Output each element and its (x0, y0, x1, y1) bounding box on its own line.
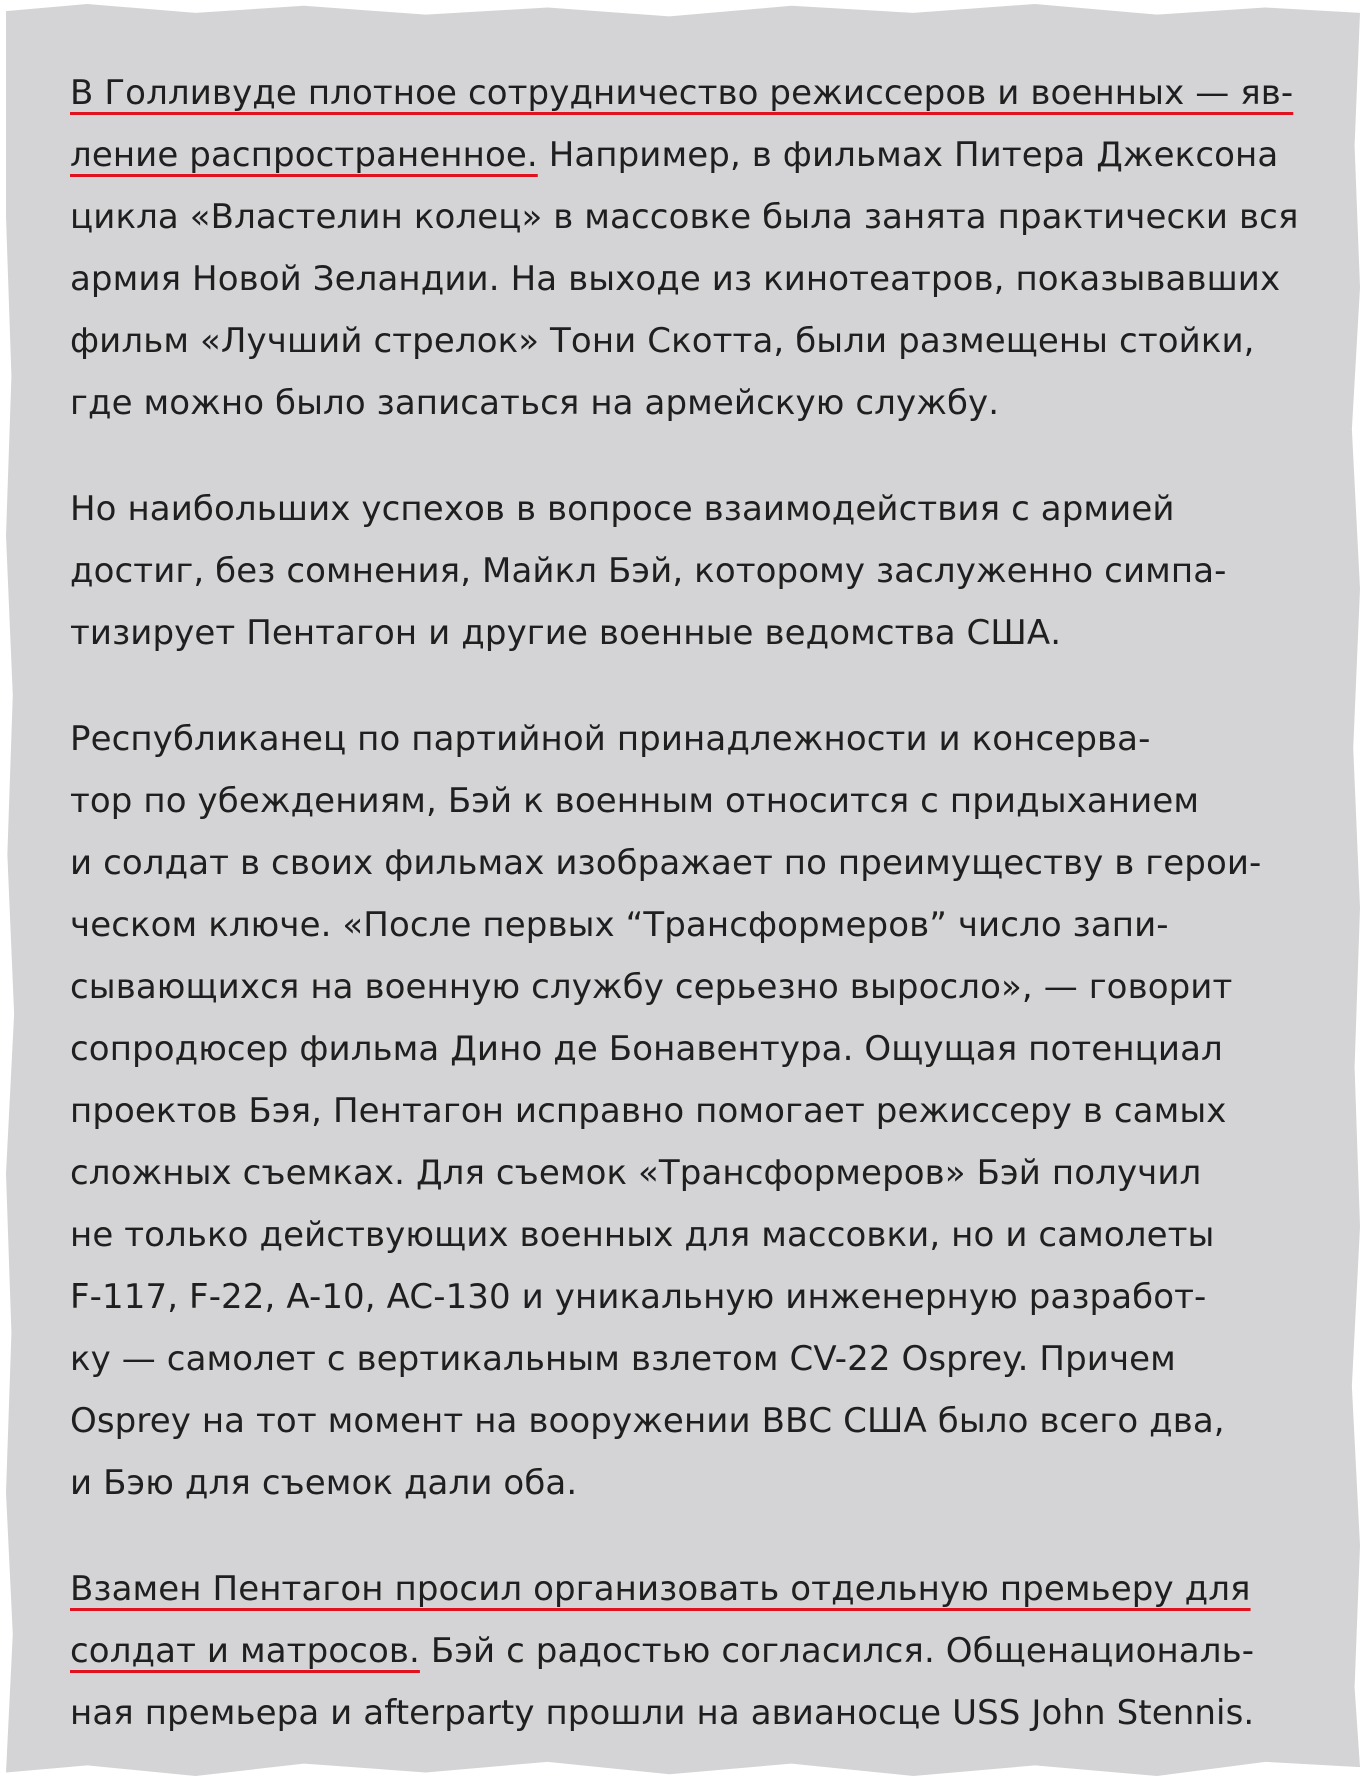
article-text (70, 62, 1310, 1744)
text-line: тор по убеждениям, Бэй к военным относится с придыханием (70, 781, 1200, 821)
text-line: проектов Бэя, Пентагон исправно помогает режиссеру в самых (70, 1091, 1227, 1131)
text-line: тизирует Пентагон и другие военные ведомства США. (70, 613, 1062, 653)
text-line: ление распространенное. Например, в фильмах Питера Джексона (70, 135, 1279, 175)
text-line: сложных съемках. Для съемок «Трансформеров» Бэй получил (70, 1153, 1202, 1193)
text-line: Но наибольших успехов в вопросе взаимодействия с армией (70, 489, 1175, 529)
text-line: цикла «Властелин колец» в массовке была занята практически вся (70, 197, 1299, 237)
red-underline-text: В Голливуде плотное сотрудничество режиссеров и военных — яв- (70, 73, 1294, 113)
text-line: солдат и матросов. Бэй с радостью согласился. Общенациональ- (70, 1631, 1255, 1671)
text-line: где можно было записаться на армейскую службу. (70, 383, 1000, 423)
paragraph-gap (70, 434, 1310, 478)
text-line: ная премьера и afterparty прошли на авианосце USS John Stennis. (70, 1693, 1255, 1733)
text-line: сывающихся на военную службу серьезно выросло», — говорит (70, 967, 1233, 1007)
text-line: армия Новой Зеландии. На выходе из кинотеатров, показывавших (70, 259, 1281, 299)
text-line: сопродюсер фильма Дино де Бонавентура. Ощущая потенциал (70, 1029, 1223, 1069)
text-line: фильм «Лучший стрелок» Тони Скотта, были размещены стойки, (70, 321, 1255, 361)
text-line: и солдат в своих фильмах изображает по преимуществу в герои- (70, 843, 1262, 883)
text-line: ку — самолет с вертикальным взлетом CV-22 Osprey. Причем (70, 1339, 1176, 1379)
text-line: достиг, без сомнения, Майкл Бэй, которому заслуженно симпа- (70, 551, 1227, 591)
paragraph-republican (70, 708, 1310, 1514)
red-underline-text: Взамен Пентагон просил организовать отдельную премьеру для (70, 1569, 1251, 1609)
paragraph-premiere (70, 1558, 1310, 1744)
paragraph-michael-bay (70, 478, 1310, 664)
text-line: Osprey на тот момент на вооружении ВВС США было всего два, (70, 1401, 1225, 1441)
text-line: и Бэю для съемок дали оба. (70, 1463, 578, 1503)
paragraph-hollywood (70, 62, 1310, 434)
text-line (70, 1558, 1310, 1620)
text-line: не только действующих военных для массовки, но и самолеты (70, 1215, 1215, 1255)
paragraph-gap (70, 664, 1310, 708)
text-line: ческом ключе. «После первых “Трансформеров” число запи- (70, 905, 1169, 945)
red-underline-text: солдат и матросов. (70, 1631, 420, 1671)
text-line: F-117, F-22, A-10, AC-130 и уникальную инженерную разработ- (70, 1277, 1207, 1317)
paragraph-gap (70, 1514, 1310, 1558)
text-line (70, 62, 1310, 124)
text-line: Республиканец по партийной принадлежности и консерва- (70, 719, 1151, 759)
red-underline-text: ление распространенное. (70, 135, 538, 175)
